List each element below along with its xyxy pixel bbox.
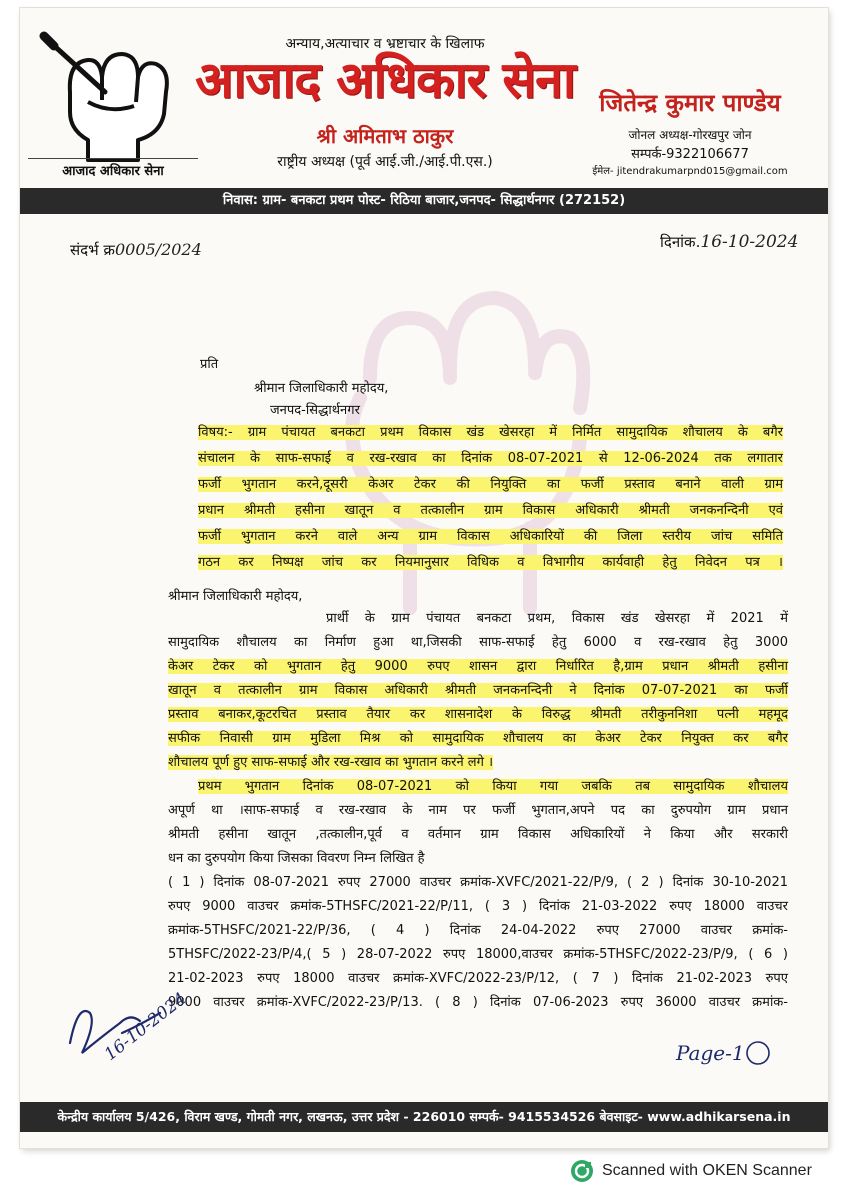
recipient-line-2: जनपद-सिद्धार्थनगर: [270, 403, 360, 418]
tagline: अन्याय,अत्याचार व भ्रष्टाचार के खिलाफ: [285, 36, 485, 52]
footer-address-bar: केन्द्रीय कार्यालय 5/426, विराम खण्ड, गोमती नगर, लखनऊ, उत्तर प्रदेश - 226010 सम्पर्क- 9415534526 बेवसाइट- www.adhikarsena.in: [20, 1102, 828, 1132]
paragraph-line: [168, 656, 788, 678]
payment-line: ( 1 ) दिनांक 08-07-2021 रुपए 27000 वाउचर क्रमांक-XVFC/2021-22/P/9, ( 2 ) दिनांक 30-10-2021: [168, 875, 788, 890]
prati-label: प्रति: [200, 357, 219, 372]
zonal-phone: सम्पर्क-9322106677: [631, 147, 749, 162]
reference-label: संदर्भ क्र: [70, 241, 115, 259]
subject-line: [198, 552, 783, 574]
scanner-watermark: [570, 1158, 812, 1184]
paragraph-line: [168, 704, 788, 726]
subject-text: संचालन के साफ-सफाई व रख-रखाव का दिनांक 08-07-2021 से 12-06-2024 तक लगातार: [198, 451, 783, 466]
paragraph-line: [168, 680, 788, 702]
scanner-text: Scanned with OKEN Scanner: [602, 1162, 812, 1179]
residence-address-bar: निवास: ग्राम- बनकटा प्रथम पोस्ट- रिठिया बाजार,जनपद- सिद्धार्थनगर (272152): [20, 188, 828, 214]
paragraph-line: प्रार्थी के ग्राम पंचायत बनकटा प्रथम, विकास खंड खेसरहा में 2021 में: [326, 611, 788, 626]
salutation: श्रीमान जिलाधिकारी महोदय,: [168, 589, 303, 604]
highlighted-text: सफीक निवासी ग्राम मुडिला मिश्र को सामुदायिक शौचालय का केअर टेकर नियुक्त कर बगैर: [168, 731, 788, 746]
page-note-image: [670, 1032, 790, 1072]
subject-line: [198, 422, 783, 444]
reference-value: 0005/2024: [114, 240, 202, 259]
highlighted-text: प्रस्ताव बनाकर,कूटरचित प्रस्ताव तैयार कर शासनादेश के विरुद्ध श्रीमती तरीकुननिशा पत्नी महमूद: [168, 707, 788, 722]
zonal-president-name: जितेन्द्र कुमार पाण्डेय: [599, 88, 781, 117]
organization-name: आजाद अधिकार सेना: [195, 50, 575, 109]
highlighted-text: खातून व तत्कालीन ग्राम विकास अधिकारी श्रीमती जनकनन्दिनी ने दिनांक 07-07-2021 का फर्जी: [168, 683, 788, 698]
president-name: श्री अमिताभ ठाकुर: [316, 124, 454, 148]
letter-date: दिनांक.16-10-2024: [660, 232, 799, 252]
payment-line: क्रमांक-5THSFC/2021-22/P/36, ( 4 ) दिनांक 24-04-2022 रुपए 27000 वाउचर क्रमांक-: [168, 923, 788, 938]
president-title: राष्ट्रीय अध्यक्ष (पूर्व आई.जी./आई.पी.एस.): [277, 154, 493, 170]
paragraph-line: [198, 776, 788, 798]
paragraph-line: श्रीमती हसीना खातून ,तत्कालीन,पूर्व व वर्तमान ग्राम विकास अधिकारियों ने किया और सरकारी: [168, 827, 788, 842]
subject-line: [198, 474, 783, 496]
payment-line: 5THSFC/2022-23/P/4,( 5 ) 28-07-2022 रुपए 18000,वाउचर क्रमांक-5THSFC/2022-23/P/9, ( 6 ): [168, 947, 788, 962]
paragraph-line: सामुदायिक शौचालय का निर्माण हुआ था,जिसकी साफ-सफाई हेतु 6000 व रख-रखाव हेतु 3000: [168, 635, 788, 650]
payment-line: 21-02-2023 रुपए 18000 वाउचर क्रमांक-XVFC/2022-23/P/12, ( 7 ) दिनांक 21-02-2023 रुपए: [168, 971, 788, 986]
highlighted-text: शौचालय पूर्ण हुए साफ-सफाई और रख-रखाव का भुगतान करने लगे ।: [168, 755, 493, 770]
signature-image: [60, 983, 210, 1073]
zonal-president-title: जोनल अध्यक्ष-गोरखपुर जोन: [628, 128, 752, 142]
subject-text: फर्जी भुगतान करने,दूसरी केअर टेकर की नियुक्ति का फर्जी प्रस्ताव बनाने वाली ग्राम: [198, 477, 783, 492]
subject-line: [198, 500, 783, 522]
paragraph-line: [168, 752, 788, 774]
page-note: Page-1: [676, 1041, 745, 1065]
signature-date: 16-10-2024: [100, 988, 191, 1065]
subject-line: [198, 526, 783, 548]
paragraph-line: [168, 728, 788, 750]
highlighted-text: केअर टेकर को भुगतान हेतु 9000 रुपए शासन द्वारा निर्धारित है,ग्राम प्रधान श्रीमती हसीना: [168, 659, 788, 674]
date-label: दिनांक: [660, 233, 696, 251]
payment-line: 9000 वाउचर क्रमांक-XVFC/2022-23/P/13. ( 8 ) दिनांक 07-06-2023 रुपए 36000 वाउचर क्रमांक-: [168, 995, 788, 1010]
subject-text: गठन कर निष्पक्ष जांच कर नियमानुसार विधिक व विभागीय कार्यवाही हेतु निवेदन पत्र ।: [198, 555, 783, 570]
date-value: 16-10-2024: [700, 232, 799, 252]
zonal-email: ईमेल- jitendrakumarpnd015@gmail.com: [592, 166, 788, 177]
scanner-logo-icon: [570, 1159, 594, 1183]
highlighted-text: प्रथम भुगतान दिनांक 08-07-2021 को किया गया जबकि तब सामुदायिक शौचालय: [198, 779, 788, 794]
paragraph-line: धन का दुरुपयोग किया जिसका विवरण निम्न लिखित है: [168, 851, 425, 866]
subject-line: [198, 448, 783, 470]
recipient-line-1: श्रीमान जिलाधिकारी महोदय,: [254, 381, 389, 396]
subject-text: फर्जी भुगतान करने वाले अन्य ग्राम विकास अधिकारियों की जिला स्तरीय जांच समिति: [198, 529, 783, 544]
subject-text: प्रधान श्रीमती हसीना खातून व तत्कालीन ग्राम विकास अधिकारी श्रीमती जनकनन्दिनी एवं: [198, 503, 783, 518]
letter-page: [20, 8, 828, 1148]
paragraph-line: अपूर्ण था ।साफ-सफाई व रख-रखाव के नाम पर फर्जी भुगतान,अपने पद का दुरुपयोग ग्राम प्रधान: [168, 803, 788, 818]
fist-logo-icon: [30, 22, 190, 162]
logo-caption: आजाद अधिकार सेना: [28, 158, 198, 179]
reference-number: [70, 240, 202, 260]
subject-text: विषय:- ग्राम पंचायत बनकटा प्रथम विकास खंड खेसरहा में निर्मित सामुदायिक शौचालय के बगैर: [198, 425, 783, 440]
payment-line: रुपए 9000 वाउचर क्रमांक-5THSFC/2021-22/P/11, ( 3 ) दिनांक 21-03-2022 रुपए 18000 वाउचर: [168, 899, 788, 914]
